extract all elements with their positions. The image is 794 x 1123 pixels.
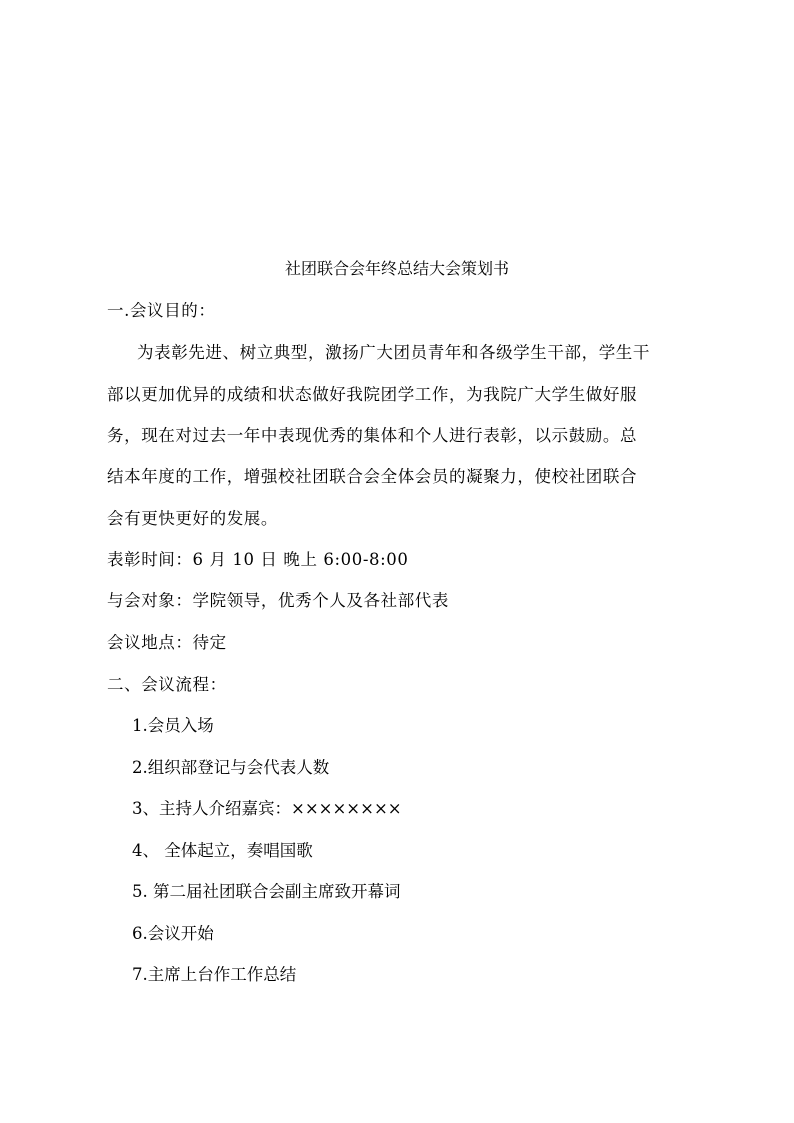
purpose-paragraph-line: 会有更快更好的发展。 (107, 509, 278, 528)
purpose-paragraph-line: 为表彰先进、树立典型，激扬广大团员青年和各级学生干部，学生干 (137, 343, 650, 362)
agenda-item: 1.会员入场 (132, 716, 214, 735)
agenda-item: 4、 全体起立，奏唱国歌 (132, 841, 313, 860)
purpose-paragraph-line: 结本年度的工作，增强校社团联合会全体会员的凝聚力，使校社团联合 (107, 467, 638, 486)
agenda-item: 6.会议开始 (132, 924, 214, 943)
document-title: 社团联合会年终总结大会策划书 (284, 259, 509, 278)
purpose-paragraph-line: 部以更加优异的成绩和状态做好我院团学工作，为我院广大学生做好服 (107, 385, 638, 404)
agenda-item: 7.主席上台作工作总结 (132, 965, 297, 984)
event-location: 会议地点：待定 (107, 633, 227, 652)
agenda-item: 3、主持人介绍嘉宾：×××××××× (132, 799, 402, 818)
event-time: 表彰时间：6 月 10 日 晚上 6:00-8:00 (107, 550, 409, 569)
agenda-item: 5. 第二届社团联合会副主席致开幕词 (132, 882, 401, 901)
section-heading-purpose: 一.会议目的： (107, 301, 216, 320)
event-attendees: 与会对象：学院领导，优秀个人及各社部代表 (107, 591, 449, 610)
purpose-paragraph-line: 务，现在对过去一年中表现优秀的集体和个人进行表彰，以示鼓励。总 (107, 426, 638, 445)
agenda-item: 2.组织部登记与会代表人数 (132, 758, 330, 777)
section-heading-agenda: 二、会议流程： (107, 675, 227, 694)
